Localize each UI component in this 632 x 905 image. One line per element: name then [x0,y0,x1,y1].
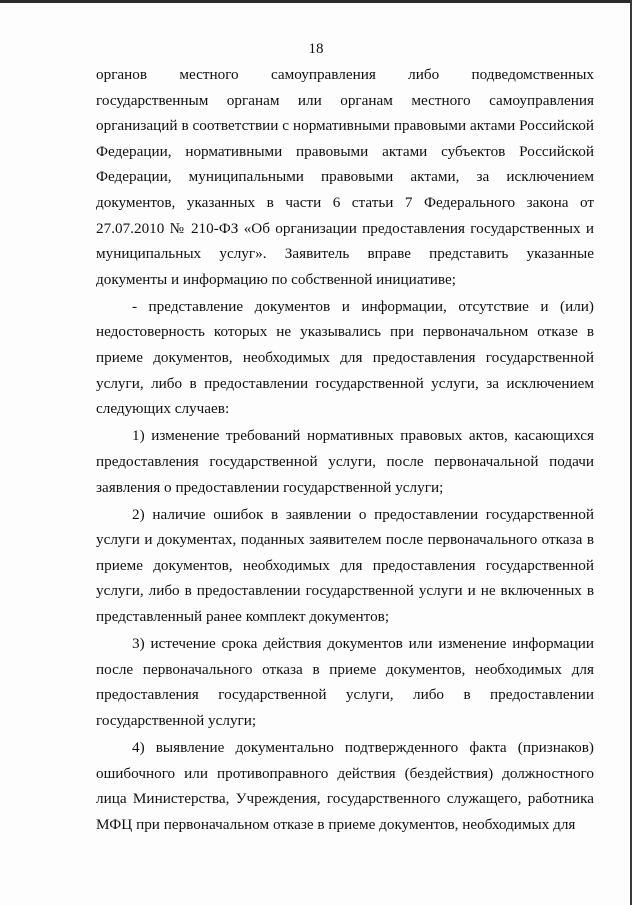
page-number: 18 [308,41,324,57]
paragraph-continued: органов местного самоуправления либо подведомственных государственным органам или органам местного самоуправления организаций в соответствии с нормативными правовыми актами Российской Федерации, нормативными правовыми актами субъектов Российской Федерации, муниципальными правовыми актами, за исключением документов, указанных в части 6 статьи 7 Федерального закона от 27.07.2010 № 210-ФЗ «Об организации предоставления государственных и муниципальных услуг». Заявитель вправе представить указанные документы и информацию по собственной инициативе; [96,66,594,288]
paragraph-item-2: 2) наличие ошибок в заявлении о предоставлении государственной услуги и документах, поданных заявителем после первоначального отказа в приеме документов, необходимых для предоставления государственной услуги, либо в предоставлении государственной услуги и не включенных в представленный ранее комплект документов; [96,505,594,625]
paragraph-item-3: 3) истечение срока действия документов или изменение информации после первоначального отказа в приеме документов, необходимых для предоставления государственной услуги, либо в предоставлении государственной услуги; [96,635,594,729]
page-top-edge [0,0,632,3]
paragraph-item-1: 1) изменение требований нормативных правовых актов, касающихся предоставления государственной услуги, после первоначальной подачи заявления о предоставлении государственной услуги; [96,427,594,496]
paragraph-item-4: 4) выявление документально подтвержденного факта (признаков) ошибочного или противоправного действия (бездействия) должностного лица Министерства, Учреждения, государственного служащего, работника МФЦ при первоначальном отказе в приеме документов, необходимых для [96,738,594,833]
document-body [96,62,594,837]
paragraph-list-item-dash: - представление документов и информации, отсутствие и (или) недостоверность которых не указывались при первоначальном отказе в приеме документов, необходимых для предоставления государственной услуги, либо в предоставлении государственной услуги, за исключением следующих случаев: [96,297,594,418]
